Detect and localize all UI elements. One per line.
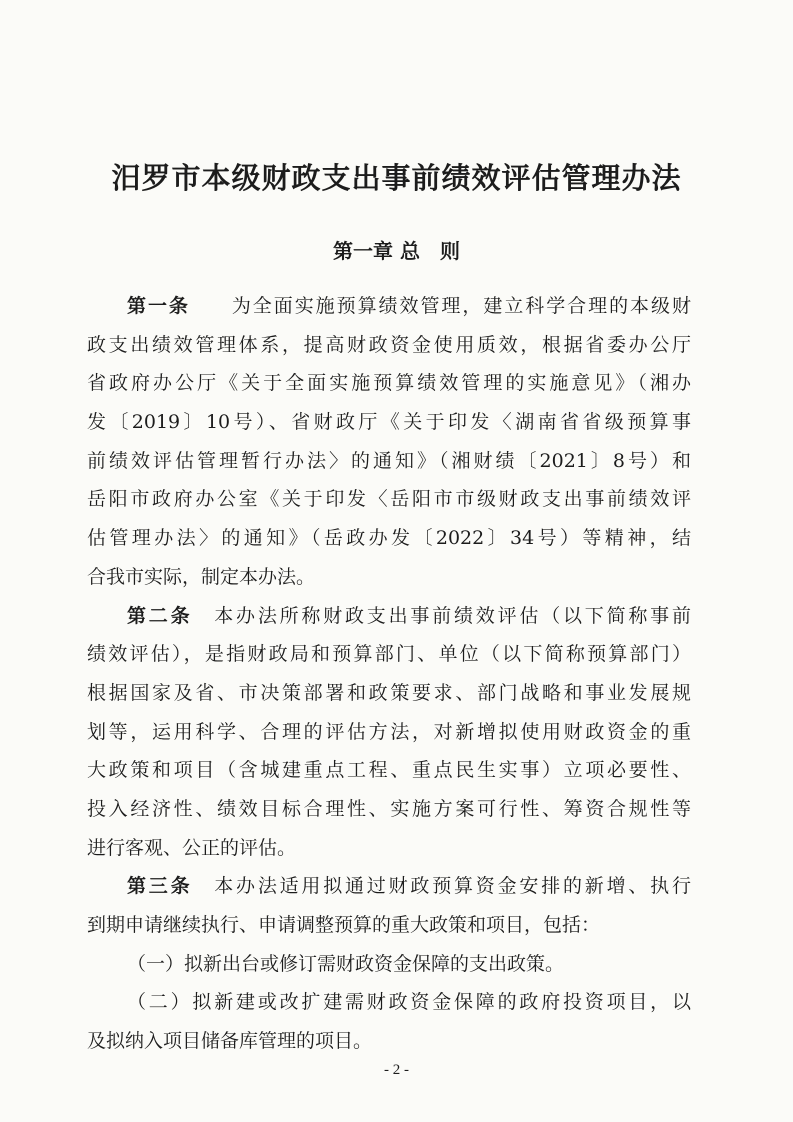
item-line: （一）拟新出台或修订需财政资金保障的支出政策。 xyxy=(127,952,565,975)
item-line: 及拟纳入项目储备库管理的项目。 xyxy=(87,1030,373,1053)
article-line: 划等，运用科学、合理的评估方法，对新增拟使用财政资金的重 xyxy=(87,720,691,743)
article-line: 投入经济性、绩效目标合理性、实施方案可行性、筹资合规性等 xyxy=(87,797,691,820)
article-line: 绩效评估），是指财政局和预算部门、单位（以下简称预算部门） xyxy=(87,643,691,666)
document-body xyxy=(87,287,691,1061)
article-line: 进行客观、公正的评估。 xyxy=(87,836,297,859)
article-line xyxy=(87,597,691,636)
list-item xyxy=(87,945,691,984)
article-label: 第二条 xyxy=(127,604,193,627)
article-line: 发〔2019〕10号）、省财政厅《关于印发〈湖南省省级预算事 xyxy=(87,411,691,434)
article-line: 合我市实际，制定本办法。 xyxy=(87,565,316,588)
article-label: 第三条 xyxy=(127,875,193,898)
item-line: （二）拟新建或改扩建需财政资金保障的政府投资项目，以 xyxy=(127,991,691,1014)
article-line: 大政策和项目（含城建重点工程、重点民生实事）立项必要性、 xyxy=(87,759,691,782)
article-text: 为全面实施预算绩效管理，建立科学合理的本级财 xyxy=(231,295,691,317)
article-line: 估管理办法〉的通知》（岳政办发〔2022〕34号）等精神，结 xyxy=(87,527,691,550)
article-1 xyxy=(87,287,691,597)
article-line: 根据国家及省、市决策部署和政策要求、部门战略和事业发展规 xyxy=(87,681,691,704)
article-line xyxy=(87,287,691,326)
article-text: 本办法适用拟通过财政预算资金安排的新增、执行 xyxy=(214,875,691,898)
article-line: 岳阳市政府办公室《关于印发〈岳阳市市级财政支出事前绩效评 xyxy=(87,488,691,511)
article-line: 政支出绩效管理体系，提高财政资金使用质效，根据省委办公厅 xyxy=(87,333,691,356)
document-title: 汨罗市本级财政支出事前绩效评估管理办法 xyxy=(111,161,682,195)
article-line: 省政府办公厅《关于全面实施预算绩效管理的实施意见》（湘办 xyxy=(87,372,691,395)
article-line: 到期申请继续执行、申请调整预算的重大政策和项目，包括： xyxy=(87,914,601,936)
article-label: 第一条 xyxy=(127,295,190,317)
article-text: 本办法所称财政支出事前绩效评估（以下简称事前 xyxy=(214,604,691,627)
article-line: 前绩效评估管理暂行办法〉的通知》（湘财绩〔2021〕8号）和 xyxy=(87,449,691,472)
article-line xyxy=(87,867,691,906)
list-item xyxy=(87,983,691,1060)
chapter-heading: 第一章 总 则 xyxy=(333,239,460,263)
article-2 xyxy=(87,597,691,868)
page-number: - 2 - xyxy=(384,1062,409,1078)
article-3 xyxy=(87,867,691,944)
